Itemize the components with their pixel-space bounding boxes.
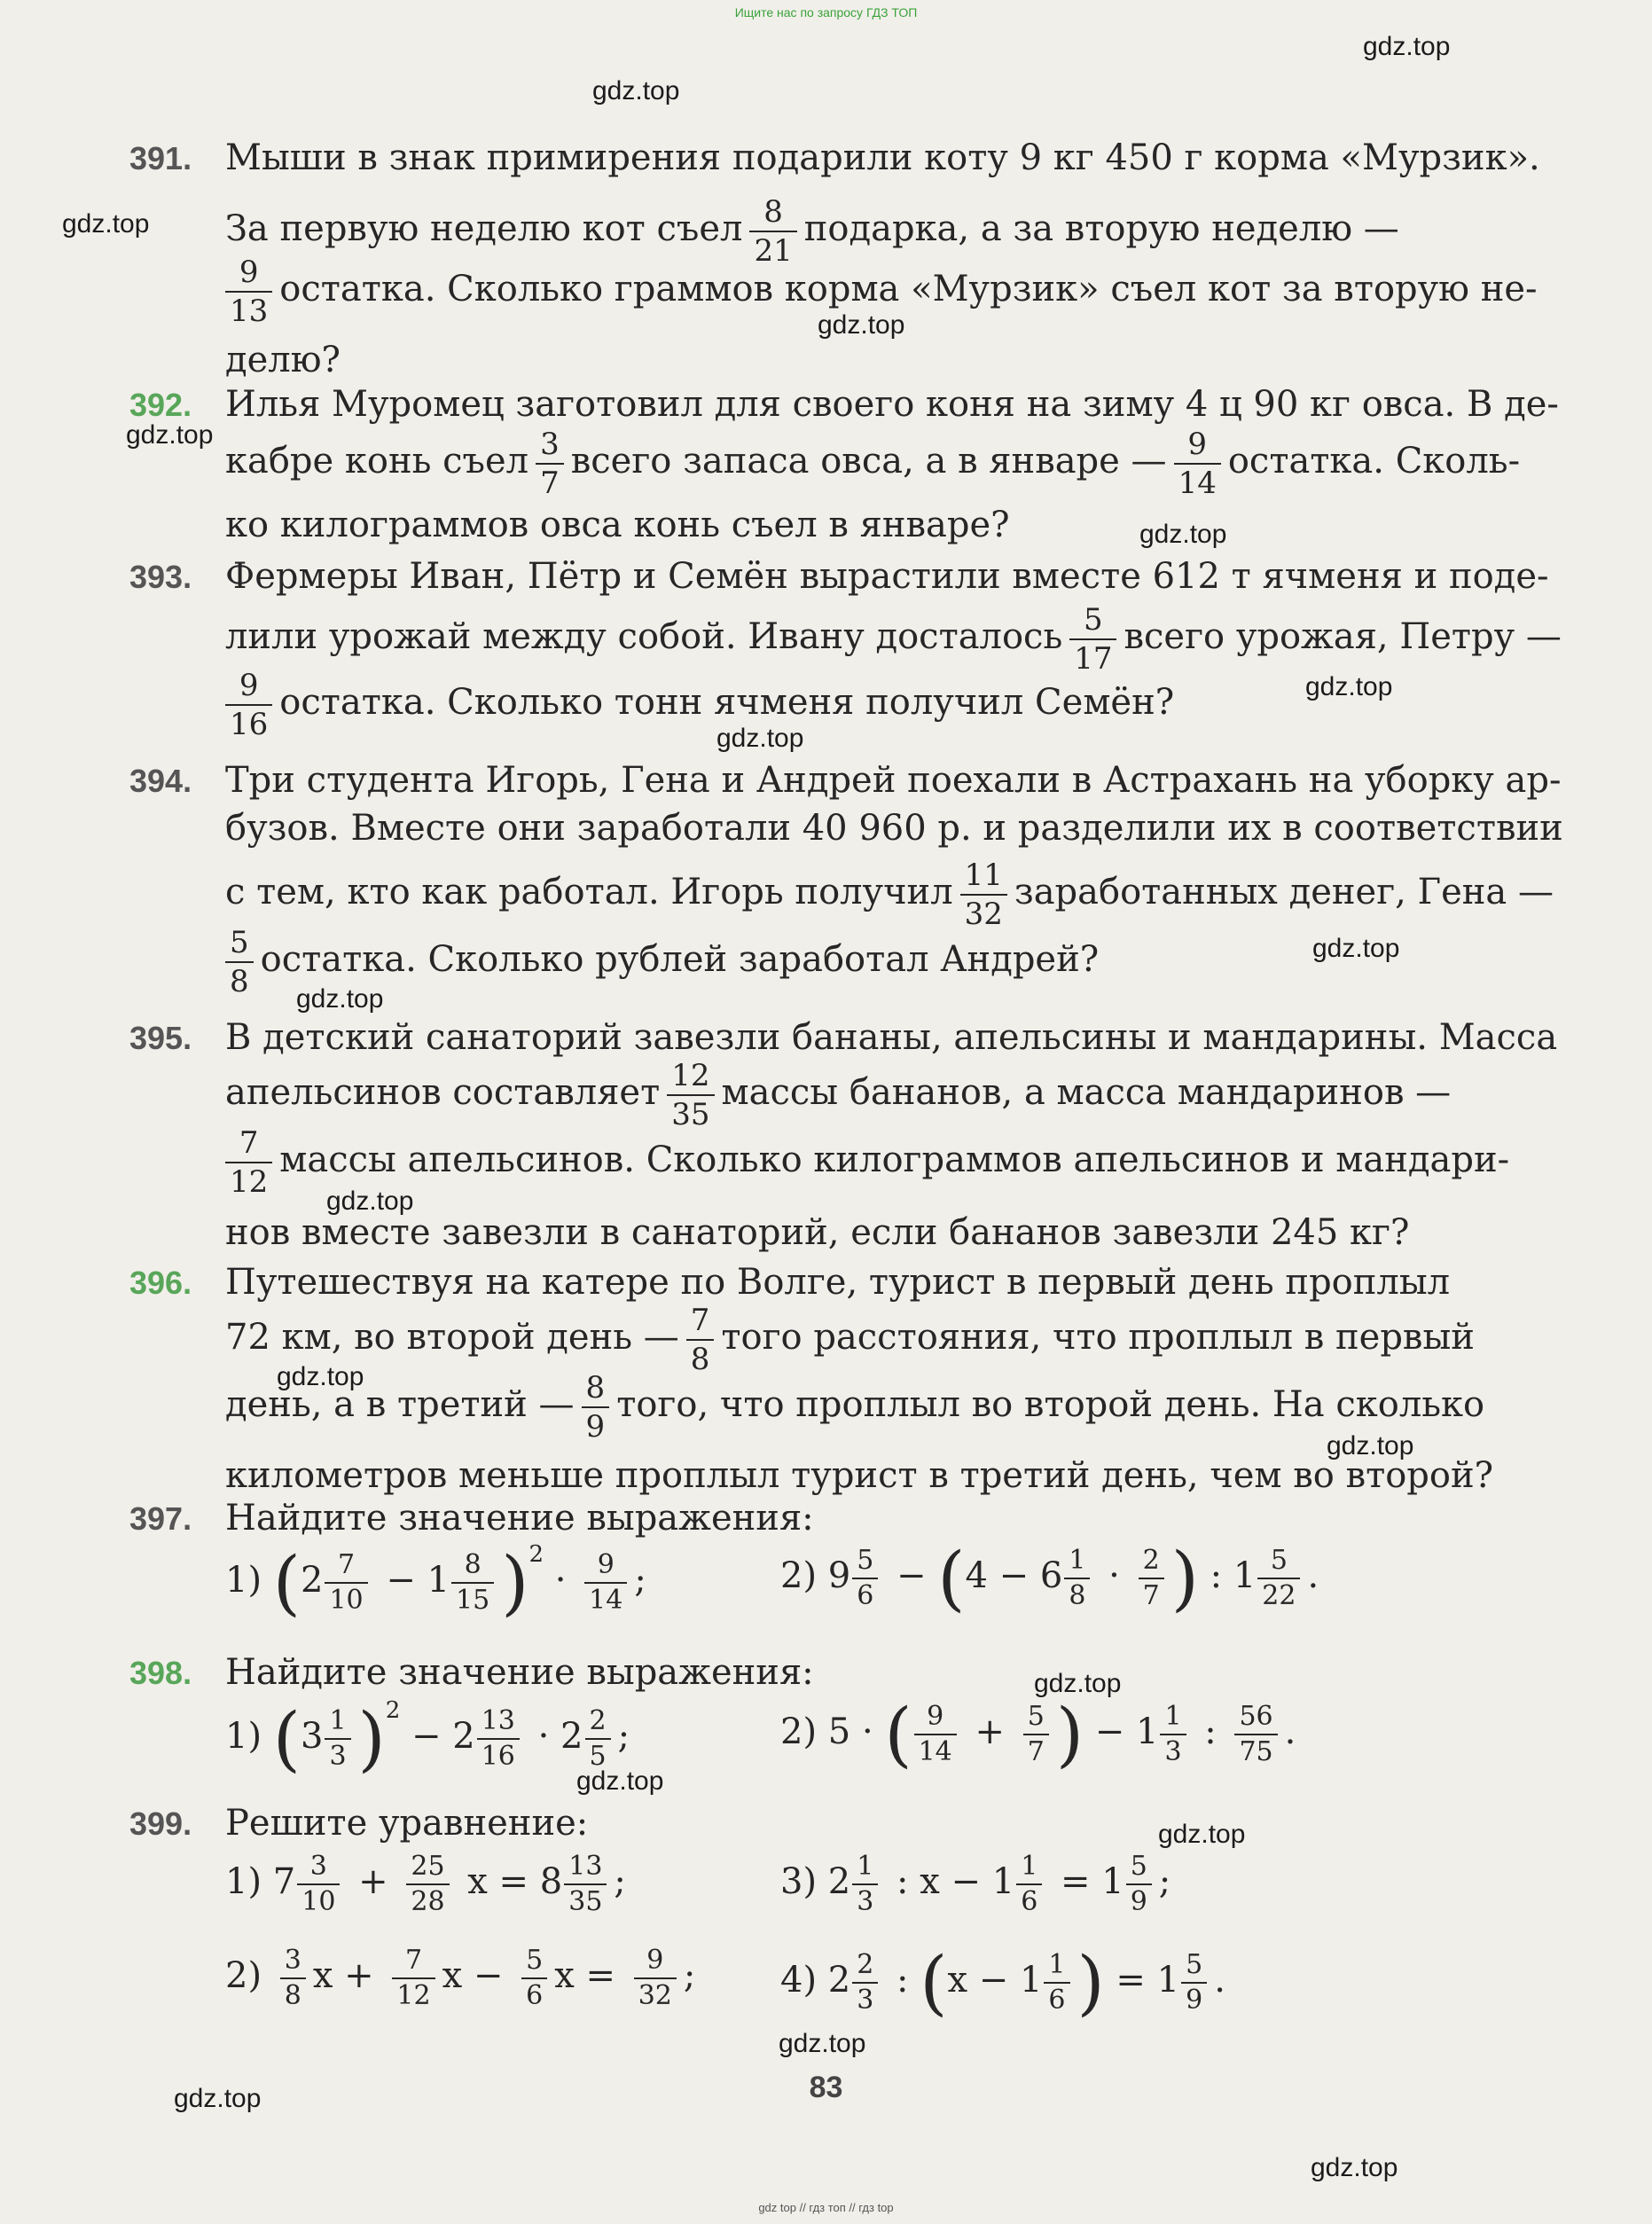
problem-text: бузов. Вместе они заработали 40 960 р. и разделили их в соответствии bbox=[225, 808, 1563, 849]
expression-2: 2) 9 $\frac{5}{6}$ − (4 − 6 $\frac{1}{8}$ · $\frac{2}{7}$ ) : 1 $\frac{5}{22}$ . bbox=[780, 1537, 1319, 1619]
problem-text: 72 км, во второй день — $\frac{7}{8}$ того расстояния, что проплыл в первый bbox=[225, 1303, 1475, 1377]
fraction: $\frac{5}{17}$ bbox=[1069, 605, 1116, 674]
problem-number: 392. bbox=[129, 387, 192, 423]
problem-text: Мыши в знак примирения подарили коту 9 кг 450 г корма «Мурзик». bbox=[225, 137, 1540, 178]
problem-number: 398. bbox=[129, 1655, 192, 1691]
watermark: gdz.top bbox=[1311, 2153, 1398, 2182]
problem-text: Три студента Игорь, Гена и Андрей поехали в Астрахань на уборку ар- bbox=[225, 760, 1562, 801]
problem-text: $\frac{9}{16}$ остатка. Сколько тонн ячменя получил Семён? bbox=[225, 670, 1174, 740]
watermark: gdz.top bbox=[1363, 32, 1451, 61]
problem-text: километров меньше проплыл турист в третий день, чем во второй? bbox=[225, 1455, 1494, 1496]
problem-text: В детский санаторий завезли бананы, апельсины и мандарины. Масса bbox=[225, 1017, 1558, 1058]
problem-number: 395. bbox=[129, 1020, 192, 1056]
fraction: $\frac{5}{8}$ bbox=[225, 928, 254, 997]
problem-text: нов вместе завезли в санаторий, если бананов завезли 245 кг? bbox=[225, 1212, 1410, 1253]
problem-text: $\frac{5}{8}$ остатка. Сколько рублей заработал Андрей? bbox=[225, 928, 1099, 997]
problem-text: Решите уравнение: bbox=[225, 1803, 589, 1844]
problem-text: Найдите значение выражения: bbox=[225, 1498, 814, 1539]
watermark: gdz.top bbox=[326, 1186, 414, 1216]
problem-text: $\frac{9}{13}$ остатка. Сколько граммов корма «Мурзик» съел кот за вторую не- bbox=[225, 257, 1538, 326]
watermark: gdz.top bbox=[1034, 1669, 1122, 1698]
watermark: gdz.top bbox=[1312, 934, 1400, 963]
problem-text: с тем, кто как работал. Игорь получил $\frac{11}{32}$ заработанных денег, Гена — bbox=[225, 857, 1554, 932]
problem-text: кабре конь съел $\frac{3}{7}$ всего запаса овса, а в январе — $\frac{9}{14}$ остатка. Сколь- bbox=[225, 427, 1521, 501]
fraction: $\frac{8}{21}$ bbox=[749, 197, 796, 266]
expression-1: 1) (2 $\frac{7}{10}$ − 1 $\frac{8}{15}$ )$^2$ · $\frac{9}{14}$ ; bbox=[225, 1541, 646, 1624]
watermark: gdz.top bbox=[1158, 1820, 1246, 1849]
watermark: gdz.top bbox=[174, 2084, 262, 2113]
watermark: gdz.top bbox=[716, 724, 804, 753]
problem-text: За первую неделю кот съел $\frac{8}{21}$ подарка, а за вторую неделю — bbox=[225, 194, 1399, 269]
problem-number: 397. bbox=[129, 1500, 192, 1537]
fraction: $\frac{9}{14}$ bbox=[1174, 429, 1221, 498]
problem-text: $\frac{7}{12}$ массы апельсинов. Сколько килограммов апельсинов и мандари- bbox=[225, 1128, 1509, 1197]
problem-text: Найдите значение выражения: bbox=[225, 1652, 814, 1693]
fraction: $\frac{7}{8}$ bbox=[686, 1305, 715, 1374]
watermark: gdz.top bbox=[126, 420, 214, 450]
equation-3: 3) 2 $\frac{1}{3}$ : x − 1 $\frac{1}{6}$ = 1 $\frac{5}{9}$ ; bbox=[780, 1851, 1171, 1917]
expression-1: 1) (3 $\frac{1}{3}$ )$^2$ − 2 $\frac{13}{16}$ · 2 $\frac{2}{5}$ ; bbox=[225, 1697, 630, 1780]
problem-text: ко килограммов овса конь съел в январе? bbox=[225, 505, 1010, 545]
problem-text: Путешествуя на катере по Волге, турист в первый день проплыл bbox=[225, 1262, 1451, 1303]
fraction: $\frac{7}{12}$ bbox=[225, 1128, 272, 1197]
problem-number: 391. bbox=[129, 140, 192, 176]
problem-text: делю? bbox=[225, 340, 341, 380]
equation-4: 4) 2 $\frac{2}{3}$ : (x − 1 $\frac{1}{6}$ ) = 1 $\frac{5}{9}$ . bbox=[780, 1941, 1225, 2024]
fraction: $\frac{12}{35}$ bbox=[667, 1061, 714, 1130]
fraction: $\frac{8}{9}$ bbox=[582, 1373, 610, 1442]
fraction: $\frac{9}{13}$ bbox=[225, 257, 272, 326]
watermark: gdz.top bbox=[1327, 1431, 1414, 1460]
watermark: gdz.top bbox=[1305, 672, 1393, 701]
watermark: gdz.top bbox=[1139, 520, 1227, 549]
watermark: gdz.top bbox=[818, 310, 905, 340]
problem-text: день, а в третий — $\frac{8}{9}$ того, что проплыл во второй день. На сколько bbox=[225, 1370, 1485, 1445]
problem-text: Илья Муромец заготовил для своего коня на зиму 4 ц 90 кг овса. В де- bbox=[225, 384, 1559, 425]
watermark: gdz.top bbox=[779, 2029, 866, 2058]
watermark: gdz.top bbox=[592, 76, 680, 106]
problem-number: 393. bbox=[129, 559, 192, 595]
problem-number: 399. bbox=[129, 1805, 192, 1842]
problem-text: лили урожай между собой. Ивану досталось $\frac{5}{17}$ всего урожая, Петру — bbox=[225, 602, 1562, 677]
watermark: gdz.top bbox=[277, 1362, 364, 1391]
problem-text: Фермеры Иван, Пётр и Семён вырастили вместе 612 т ячменя и поде- bbox=[225, 556, 1549, 597]
expression-2: 2) 5 · ( $\frac{9}{14}$ + $\frac{5}{7}$ ) − 1 $\frac{1}{3}$ : $\frac{56}{75}$ . bbox=[780, 1693, 1296, 1775]
problem-number: 394. bbox=[129, 763, 192, 799]
fraction: $\frac{11}{32}$ bbox=[960, 860, 1007, 929]
page-number: 83 bbox=[809, 2071, 843, 2104]
watermark: gdz.top bbox=[576, 1766, 664, 1796]
watermark: gdz.top bbox=[296, 984, 384, 1014]
problem-text: апельсинов составляет $\frac{12}{35}$ массы бананов, а масса мандаринов — bbox=[225, 1058, 1452, 1132]
equation-1: 1) 7 $\frac{3}{10}$ + $\frac{25}{28}$ x = 8 $\frac{13}{35}$ ; bbox=[225, 1851, 626, 1917]
fraction: $\frac{9}{16}$ bbox=[225, 670, 272, 740]
search-banner-link[interactable]: Ищите нас по запросу ГДЗ ТОП bbox=[734, 5, 918, 20]
equation-2: 2) $\frac{3}{8}$ x + $\frac{7}{12}$ x − $\frac{5}{6}$ x = $\frac{9}{32}$ ; bbox=[225, 1945, 696, 2011]
problem-number: 396. bbox=[129, 1265, 192, 1301]
footer-links[interactable]: gdz top // гдз топ // гдз top bbox=[758, 2201, 894, 2214]
watermark: gdz.top bbox=[62, 209, 150, 239]
fraction: $\frac{3}{7}$ bbox=[536, 429, 564, 498]
